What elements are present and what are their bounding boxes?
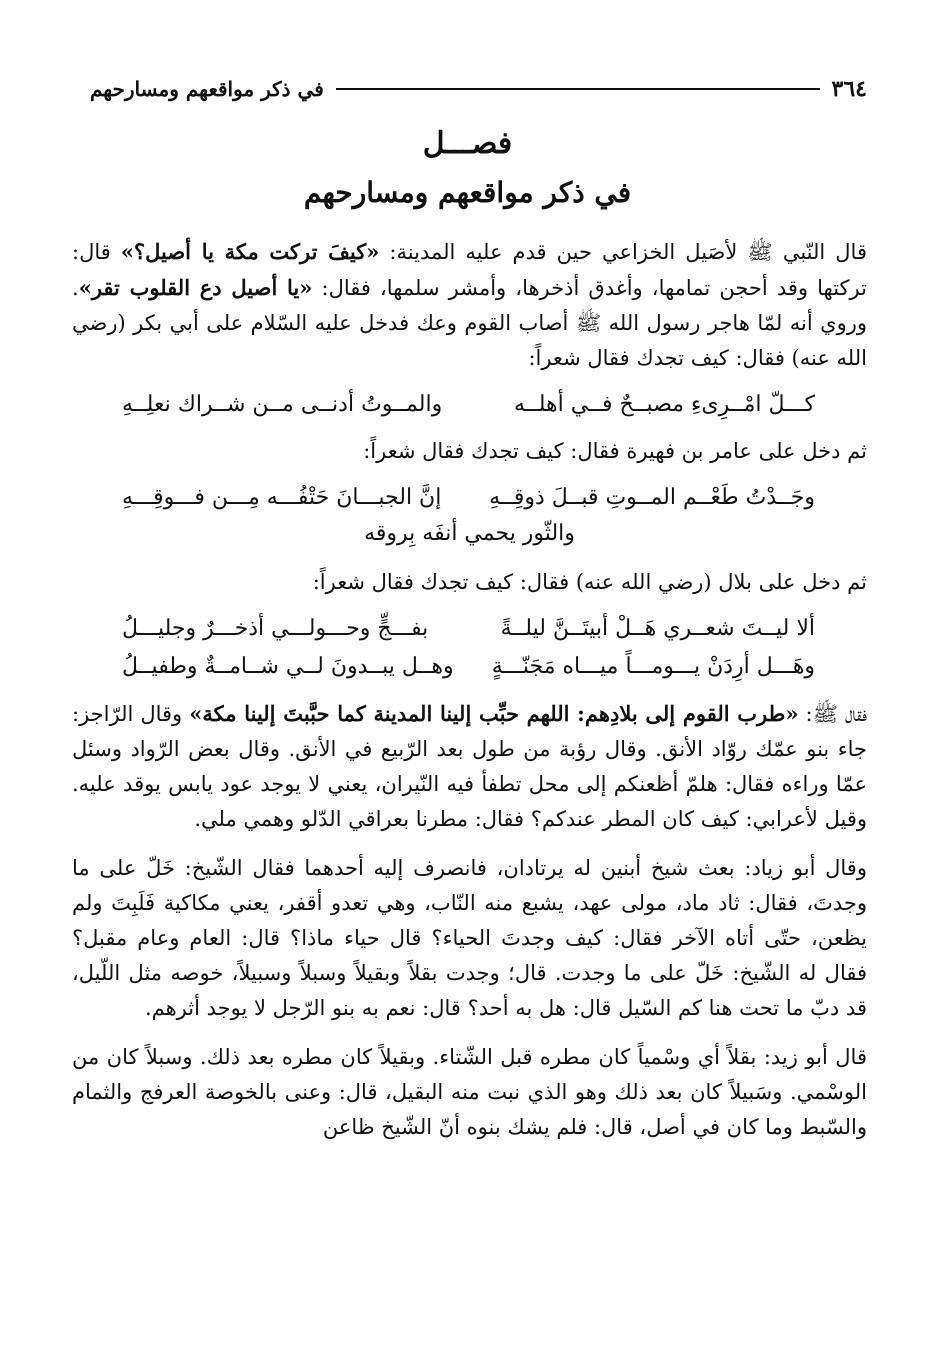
section-title: فصـــل [422, 126, 513, 161]
verse-2-tail: والثّور يحمي أنفَه بِروقه [364, 521, 575, 546]
paragraph-3: ثم دخل على بلال (رضي الله عنه) فقال: كيف تجدك فقال شعراً: [312, 570, 867, 594]
running-title: في ذكر مواقعهم ومسارحهم [90, 77, 324, 101]
verse-1 [72, 386, 867, 424]
p4-text-c: وقال الرّاجز: جاء بنو عمّك روّاد الأنق. وقال رؤبة من طول بعد الرّبيع في الأنق. وقال بعض الرّواد وسئل عمّا وراءه فقال: هلمّ أظعنكم إلى محل تطفأ فيه النّيران، يعني لا يوجد عود يابس يوقد عليه. وقيل لأعرابي: كيف كان المطر عندكم؟ فقال: مطرنا بعراقي الدّلو وهمي ملي. [72, 702, 867, 831]
verse-1-second-hemistich: والمــوتُ أدنــى مــن شــراك نعلِــهِ [122, 392, 443, 417]
p1-quote-1: «كيفَ تركت مكة يا أصيل؟» [120, 239, 380, 264]
verse-2-first-hemistich: وجَــدْتُ طَعْــم المــوتِ قبــلَ ذوقِــهِ [489, 485, 815, 510]
paragraph-2: ثم دخل على عامر بن فهيرة فقال: كيف تجدك فقال شعراً: [363, 439, 867, 463]
verse-3-line-1 [72, 610, 867, 648]
paragraph-5: وقال أبو زياد: بعث شيخ أبنين له يرتادان، فانصرف إليه أحدهما فقال الشّيخ: خَلّ على ما وجدتَ، فقال: ثاد ماد، مولى عهد، يشبع منه النّاب، وهي تعدو أقفر، يعني مكاكية فَلَبِتَ ولم يظعن، حتّى أتاه الآخر فقال: كيف وجدتَ الحياء؟ قال حياء ماذا؟ قال: العام وعام مقبل؟ فقال له الشّيخ: خَلّ على ما وجدت. قال؛ وجدت بقلاً وبقيلاً وسبلاً وسبيلاً، خوصه مثل اللّيل، قد دبّ ما تحت هنا كم السّيل قال: هل به أحد؟ قال: نعم به بنو الرّجل لا يوجد أثرهم. [72, 856, 867, 1020]
p1-text-a: قال النّبي ﷺ لأصَيل الخزاعي حين قدم عليه المدينة: [379, 240, 867, 264]
paragraph-4 [72, 696, 867, 837]
page-number: ٣٦٤ [831, 76, 867, 102]
verse-3-line-2-second: وهــل يبــدونَ لــي شــامــةٌ وطفيــلُ [122, 654, 454, 679]
p1-text-c: قال: تركتها وقد أحجن تمامها، وأغدق أذخرها، وأمشر سلمها، فقال: [72, 240, 867, 300]
verse-3-line-2-first: وهَـــل أرِدَنْ يـــومـــاً ميـــاه مَجَنّـــةٍ [491, 654, 815, 679]
verse-3-line-1-first: ألا ليــتَ شعــري هَــلْ أبيتَــنَّ ليلــةً [500, 616, 815, 641]
section-subtitle: في ذكر مواقعهم ومسارحهم [303, 176, 632, 209]
running-header [90, 74, 867, 104]
paragraph-6: قال أبو زيد: بقلاً أي وسْمياً كان مطره قبل الشّتاء. وبقيلاً كان مطره بعد ذلك. وسبلاً كان من الوسْمي. وسَبيلاً كان بعد ذلك وهو الذي نبت منه البقيل، قال: وعنى بالخوصة العرفج والثمام والسّبط وما كان في أصل، قال: فلم يشك بنوه أنّ الشّيخ ظاعن [72, 1045, 867, 1139]
verse-3-line-1-second: بفـــجٍّ وحـــولـــي أذخـــرٌ وجليـــلُ [122, 616, 429, 641]
paragraph-1 [72, 234, 867, 376]
p4-quote: «طرب القوم إلى بلادِهم: اللهم حبِّب إلينا المدينة كما حبَّبتَ إلينا مكة» [189, 701, 799, 726]
page-body [72, 234, 867, 1145]
p1-quote-2: «يا أصيل دع القلوب تقر» [78, 275, 313, 300]
verse-2 [72, 479, 867, 517]
header-rule [336, 88, 820, 90]
verse-2-second-hemistich: إنَّ الجبـــانَ حَتْفُـــه مِـــن فـــوقِـــهِ [122, 485, 442, 510]
verse-1-first-hemistich: كـــلّ امْــرِىءِ مصبــحٌ فــي أهلــه [514, 392, 815, 417]
verse-3-line-2 [72, 648, 867, 686]
p1-text-e: . وروي أنه لمّا هاجر رسول الله ﷺ أصاب القوم وعك فدخل عليه السّلام على أبي بكر (رضي الله عنه) فقال: كيف تجدك فقال شعراً: [72, 276, 867, 370]
p4-text-a: فقال ﷺ: [798, 702, 868, 726]
